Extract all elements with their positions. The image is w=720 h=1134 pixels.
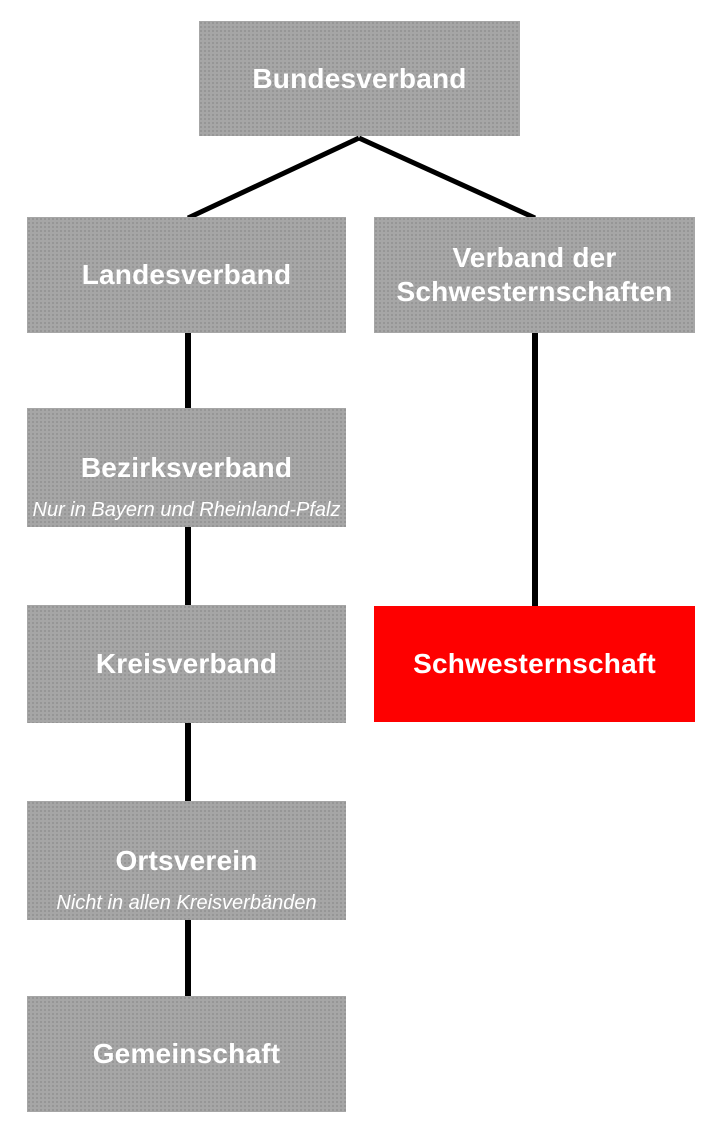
node-gemeinschaft-label: Gemeinschaft: [92, 1038, 281, 1069]
node-ortsverein-label: Ortsverein: [115, 844, 258, 876]
node-bezirksverband-label: Bezirksverband: [80, 451, 293, 483]
node-ortsverein-note: Nicht in allen Kreisverbänden: [56, 892, 317, 914]
connector-bundesverband-landesverband: [188, 138, 359, 218]
node-ortsverein: [27, 801, 346, 920]
node-bundesverband: [199, 21, 520, 136]
connector-bundesverband-verband: [359, 138, 535, 218]
node-schwesternschaft-label: Schwesternschaft: [413, 648, 656, 679]
node-schwesternschaft: [374, 606, 695, 722]
node-kreisverband: [27, 605, 346, 723]
node-verband-der-schwesternschaften: [374, 217, 695, 333]
node-landesverband: [27, 217, 346, 333]
node-kreisverband-label: Kreisverband: [95, 648, 278, 679]
node-bundesverband-label: Bundesverband: [252, 62, 467, 94]
node-gemeinschaft: [27, 996, 346, 1112]
node-bezirksverband-note: Nur in Bayern und Rheinland-Pfalz: [32, 499, 341, 521]
node-verband-der-schwesternschaften-label: Verband der Schwesternschaften: [396, 242, 673, 307]
node-bezirksverband: [27, 408, 346, 527]
node-landesverband-label: Landesverband: [81, 259, 292, 290]
